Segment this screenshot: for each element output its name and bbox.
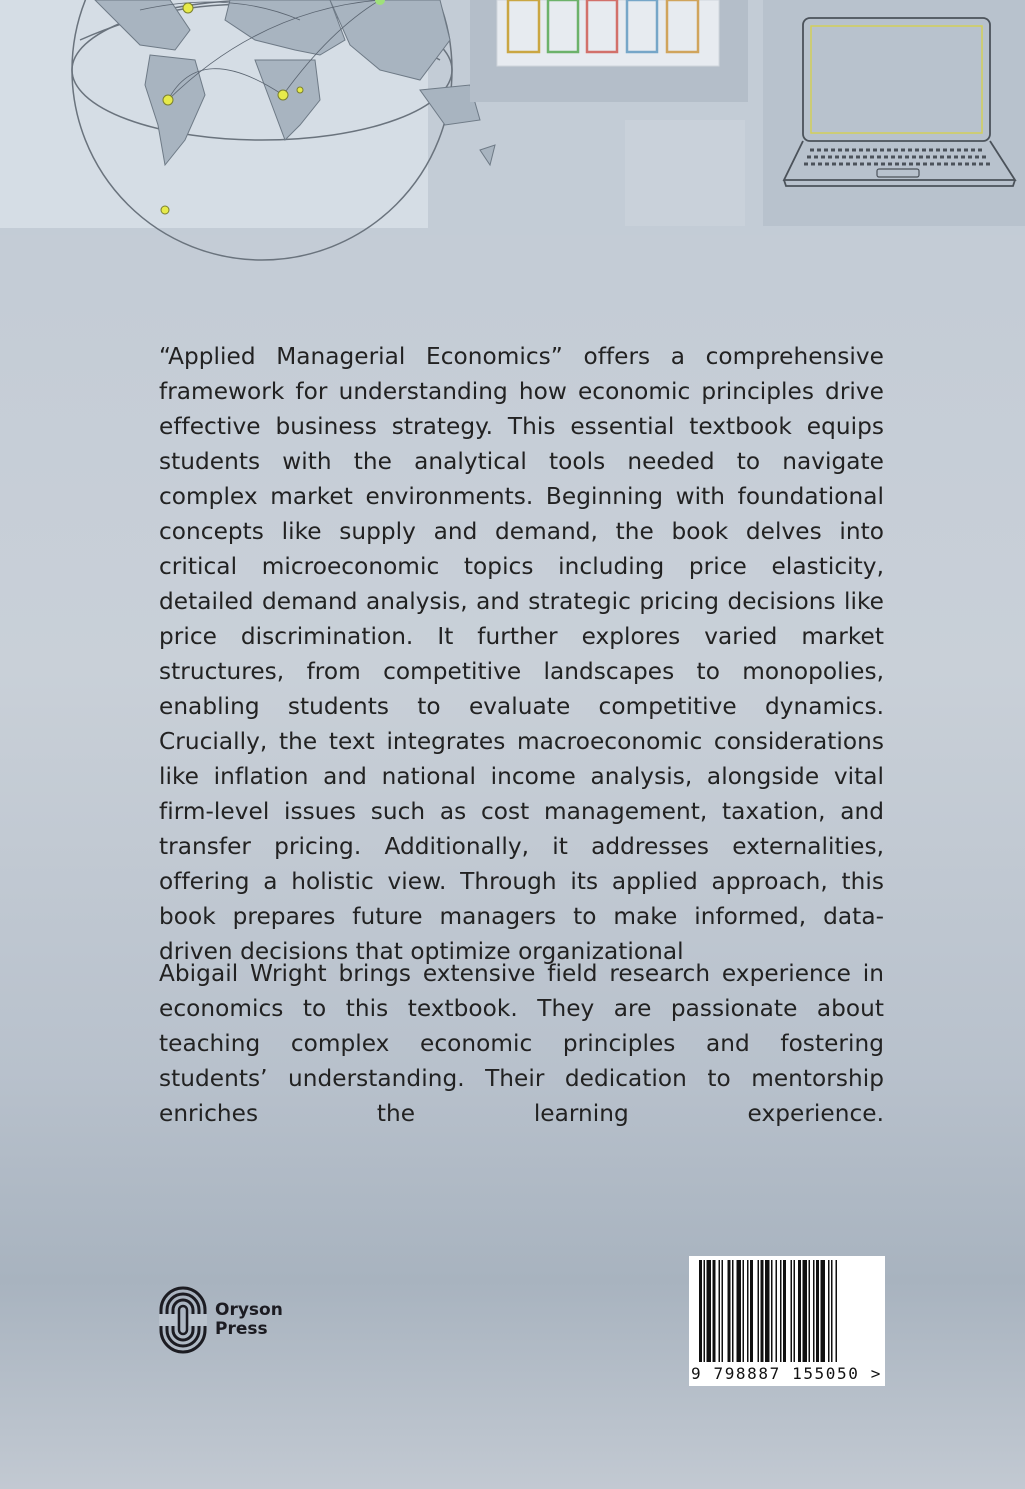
barcode-bar [728,1260,731,1362]
barcode-bar [732,1260,734,1362]
barcode-bars [693,1260,881,1362]
barcode-bar [809,1260,811,1362]
barcode-bar [758,1260,760,1362]
barcode-bar [821,1260,826,1362]
barcode-bar [836,1260,838,1362]
book-description: “Applied Managerial Economics” offers a comprehensive framework for understanding how economic principles drive effective business strategy. This essential textbook equips students with the analytical tools needed to navigate complex market environments. Beginning with foundational concepts like supply and demand, the book delves into critical microeconomic topics including price elasticity, detailed demand analysis, and strategic pricing decisions like price discrimination. It further explores varied market structures, from competitive landscapes to monopolies, enabling students to evaluate competitive dynamics. Crucially, the text integrates macroeconomic considerations like inflation and national income analysis, alongside vital firm-level issues such as cost management, taxation, and transfer pricing. Additionally, it addresses externalities, offering a holistic view. Through its applied approach, this book prepares future managers to make informed, data-driven decisions that optimize organizational [159,343,884,965]
barcode-bar [803,1260,808,1362]
barcode-bar [761,1260,764,1362]
publisher-logo-icon [159,1284,207,1356]
barcode-bar [704,1260,706,1362]
barcode-bar [765,1260,770,1362]
barcode-bar [816,1260,819,1362]
header-illustration [0,0,1025,235]
barcode-bar [831,1260,833,1362]
barcode-bar [737,1260,742,1362]
barcode-bar [813,1260,815,1362]
barcode-bar [780,1260,782,1362]
barcode-bar [747,1260,749,1362]
barcode-bar [794,1260,796,1362]
barcode-bar [722,1260,724,1362]
barcode-bar [783,1260,786,1362]
barcode-bar [798,1260,801,1362]
barcode-bar [713,1260,716,1362]
barcode-bar [743,1260,745,1362]
barcode-bar [791,1260,793,1362]
barcode-bar [771,1260,773,1362]
publisher-name-line2: Press [215,1319,268,1339]
author-bio: Abigail Wright brings extensive field research experience in economics to this textbook. They are passionate about teaching complex economic principles and fostering students’ understanding. Their dedication to mentorship enriches the learning experience. [159,960,884,1127]
barcode-bar [719,1260,721,1362]
isbn-barcode [689,1256,885,1386]
barcode-bar [828,1260,830,1362]
barcode-bar [750,1260,753,1362]
publisher-logo [159,1284,283,1356]
publisher-name [215,1301,283,1339]
isbn-number: 9 798887 155050 > [691,1364,882,1383]
barcode-bar [707,1260,712,1362]
publisher-name-line1: Oryson [215,1300,283,1320]
barcode-bar [699,1260,702,1362]
barcode-bar [776,1260,778,1362]
